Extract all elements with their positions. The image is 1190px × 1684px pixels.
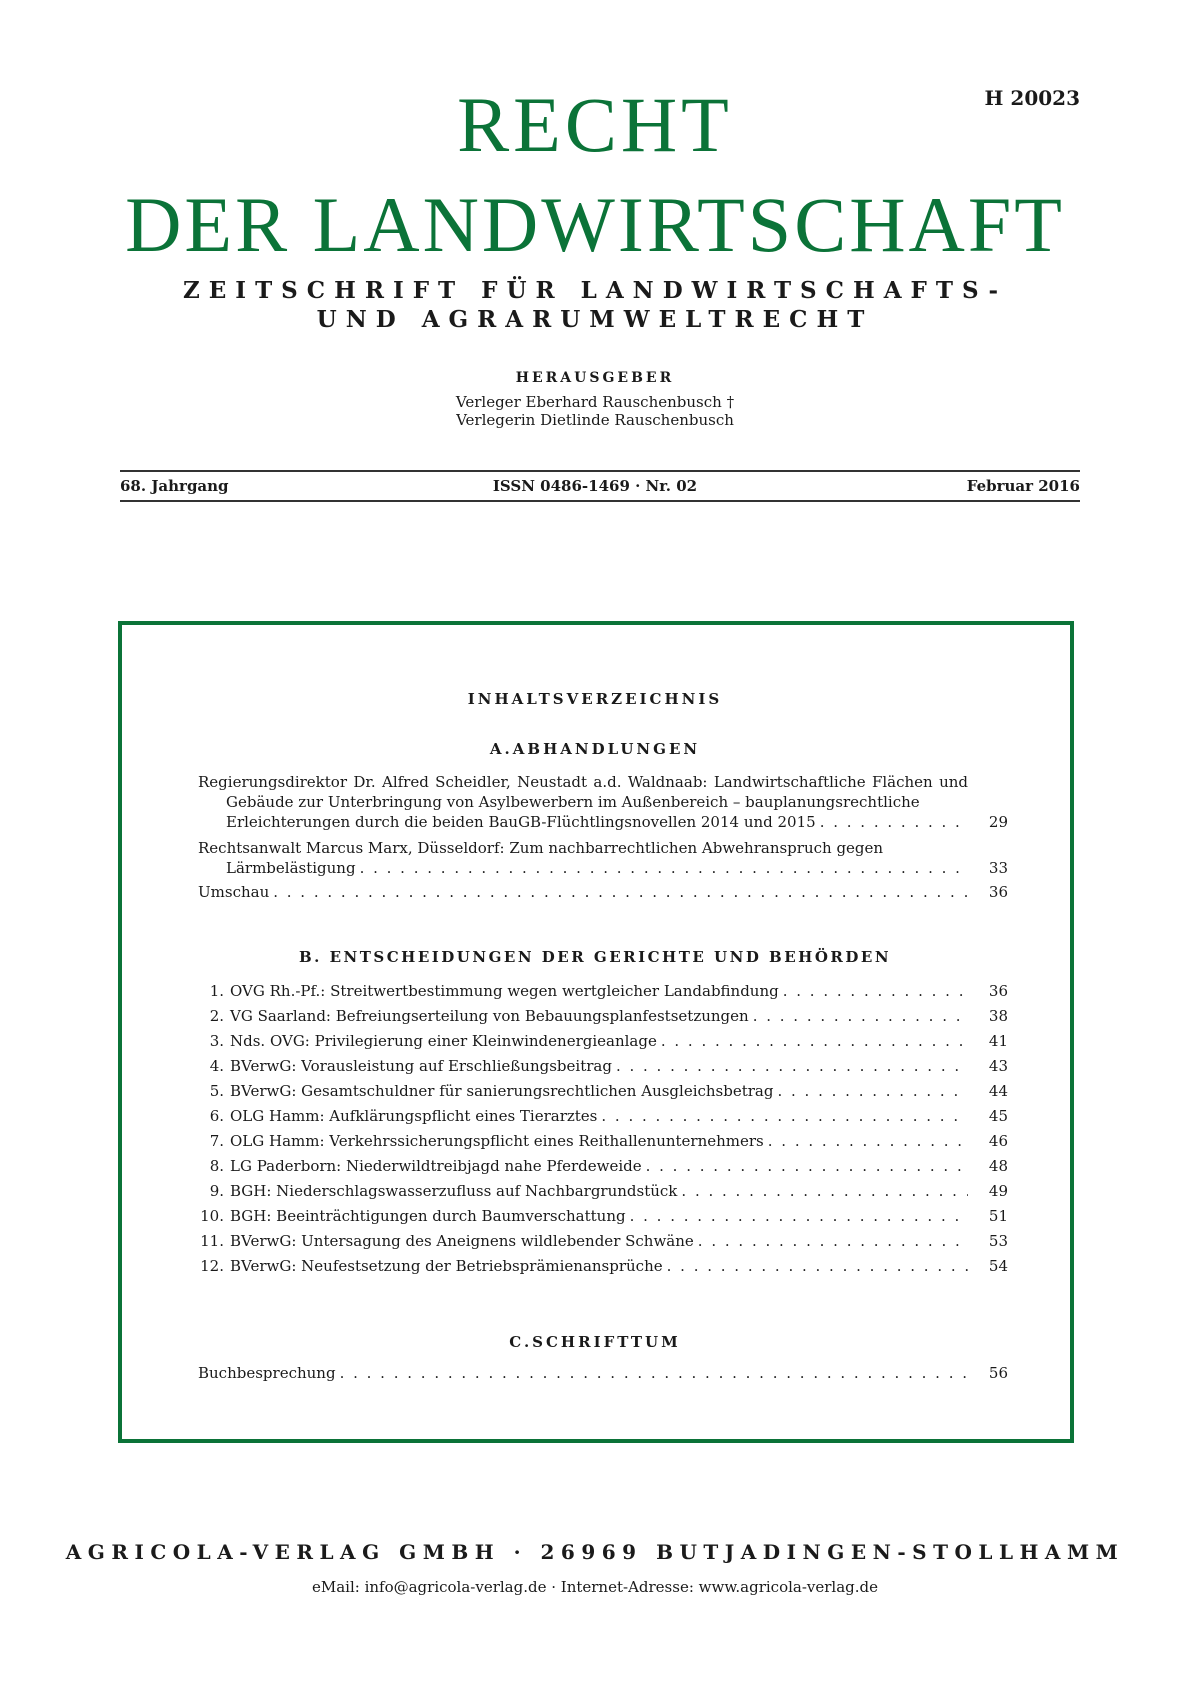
toc-page-number: 46 bbox=[988, 1132, 1008, 1150]
leader-dots bbox=[698, 1231, 968, 1251]
leader-dots bbox=[340, 1363, 968, 1383]
toc-page-number: 38 bbox=[988, 1007, 1008, 1025]
leader-dots bbox=[616, 1056, 968, 1076]
toc-entry-c1[interactable] bbox=[198, 1363, 1008, 1383]
entry-number: 5. bbox=[209, 1082, 224, 1100]
toc-entry-b6[interactable] bbox=[198, 1106, 1008, 1126]
toc-page-number: 29 bbox=[988, 813, 1008, 831]
leader-dots bbox=[681, 1181, 968, 1201]
journal-subtitle-line2: UND AGRARUMWELTRECHT bbox=[316, 306, 874, 333]
toc-page-number: 43 bbox=[988, 1057, 1008, 1075]
leader-dots bbox=[646, 1156, 968, 1176]
section-a-heading: A.ABHANDLUNGEN bbox=[489, 740, 701, 758]
toc-entry-b5[interactable] bbox=[198, 1081, 1008, 1101]
issn-label: ISSN 0486-1469 · Nr. 02 bbox=[492, 477, 698, 495]
toc-entry-text: BVerwG: Vorausleistung auf Erschließungsbeitrag bbox=[230, 1057, 612, 1075]
toc-entry-text: BVerwG: Gesamtschuldner für sanierungsrechtlichen Ausgleichsbetrag bbox=[230, 1082, 774, 1100]
contact-line[interactable]: eMail: info@agricola-verlag.de · Internet-Adresse: www.agricola-verlag.de bbox=[311, 1578, 879, 1596]
leader-dots bbox=[360, 858, 968, 878]
entry-number: 10. bbox=[200, 1207, 224, 1225]
toc-page-number: 45 bbox=[988, 1107, 1008, 1125]
toc-entry-text: Umschau bbox=[198, 883, 270, 901]
toc-entry-text-last: Erleichterungen durch die beiden BauGB-Flüchtlingsnovellen 2014 und 2015 bbox=[226, 813, 816, 831]
toc-entry-b9[interactable] bbox=[198, 1181, 1008, 1201]
entry-number: 12. bbox=[200, 1257, 224, 1275]
toc-entry-text: VG Saarland: Befreiungserteilung von Bebauungsplanfestsetzungen bbox=[230, 1007, 749, 1025]
toc-entry-b12[interactable] bbox=[198, 1256, 1008, 1276]
toc-entry-b1[interactable] bbox=[198, 981, 1008, 1001]
herausgeber-name-1: Verleger Eberhard Rauschenbusch † bbox=[455, 393, 735, 411]
volume-label: 68. Jahrgang bbox=[120, 477, 229, 495]
toc-entry-text: OVG Rh.-Pf.: Streitwertbestimmung wegen wertgleicher Landabfindung bbox=[230, 982, 779, 1000]
toc-entry-b11[interactable] bbox=[198, 1231, 1008, 1251]
entry-number: 3. bbox=[209, 1032, 224, 1050]
divider-bottom bbox=[120, 500, 1080, 502]
toc-entry-text: OLG Hamm: Verkehrssicherungspflicht eines Reithallenunternehmers bbox=[230, 1132, 764, 1150]
journal-title-line2: DER LANDWIRTSCHAFT bbox=[125, 181, 1065, 268]
toc-entry-text: Rechtsanwalt Marcus Marx, Düsseldorf: Zum nachbarrechtlichen Abwehranspruch gegen bbox=[198, 839, 884, 857]
journal-title-line1: RECHT bbox=[457, 81, 733, 168]
toc-entry-b8[interactable] bbox=[198, 1156, 1008, 1176]
entry-number: 4. bbox=[209, 1057, 224, 1075]
toc-entry-text: BGH: Beeinträchtigungen durch Baumverschattung bbox=[230, 1207, 626, 1225]
toc-entry-text: BVerwG: Untersagung des Aneignens wildlebender Schwäne bbox=[230, 1232, 694, 1250]
toc-page-number: 33 bbox=[988, 859, 1008, 877]
toc-entry-text: Nds. OVG: Privilegierung einer Kleinwindenergieanlage bbox=[230, 1032, 657, 1050]
entry-number: 6. bbox=[209, 1107, 224, 1125]
leader-dots bbox=[630, 1206, 968, 1226]
entry-number: 8. bbox=[209, 1157, 224, 1175]
toc-entry-a2[interactable] bbox=[198, 838, 1008, 878]
toc-page-number: 56 bbox=[988, 1364, 1008, 1382]
toc-page-number: 36 bbox=[988, 982, 1008, 1000]
entry-number: 7. bbox=[209, 1132, 224, 1150]
toc-entry-b10[interactable] bbox=[198, 1206, 1008, 1226]
leader-dots bbox=[661, 1031, 968, 1051]
leader-dots bbox=[753, 1006, 968, 1026]
toc-entry-a1[interactable] bbox=[198, 772, 1008, 832]
herausgeber-heading: HERAUSGEBER bbox=[515, 370, 675, 386]
section-b-heading: B. ENTSCHEIDUNGEN DER GERICHTE UND BEHÖRDEN bbox=[298, 948, 892, 966]
toc-page-number: 48 bbox=[988, 1157, 1008, 1175]
leader-dots bbox=[768, 1131, 968, 1151]
toc-entry-b2[interactable] bbox=[198, 1006, 1008, 1026]
leader-dots bbox=[820, 812, 968, 832]
toc-page-number: 51 bbox=[988, 1207, 1008, 1225]
issue-code: H 20023 bbox=[984, 86, 1080, 110]
herausgeber-name-2: Verlegerin Dietlinde Rauschenbusch bbox=[456, 411, 734, 429]
section-c-heading: C.SCHRIFTTUM bbox=[509, 1333, 681, 1351]
issue-date: Februar 2016 bbox=[966, 477, 1080, 495]
entry-number: 1. bbox=[209, 982, 224, 1000]
entry-number: 11. bbox=[200, 1232, 224, 1250]
toc-entry-text: Buchbesprechung bbox=[198, 1364, 336, 1382]
toc-entry-text: OLG Hamm: Aufklärungspflicht eines Tierarztes bbox=[230, 1107, 598, 1125]
toc-entry-b3[interactable] bbox=[198, 1031, 1008, 1051]
toc-entry-b7[interactable] bbox=[198, 1131, 1008, 1151]
toc-page-number: 41 bbox=[988, 1032, 1008, 1050]
entry-number: 2. bbox=[209, 1007, 224, 1025]
toc-entry-text: BGH: Niederschlagswasserzufluss auf Nachbargrundstück bbox=[230, 1182, 678, 1200]
toc-page-number: 36 bbox=[988, 883, 1008, 901]
toc-page-number: 54 bbox=[988, 1257, 1008, 1275]
journal-subtitle-line1: ZEITSCHRIFT FÜR LANDWIRTSCHAFTS- bbox=[182, 277, 1007, 304]
divider-top bbox=[120, 470, 1080, 472]
toc-heading: INHALTSVERZEICHNIS bbox=[467, 690, 723, 708]
entry-number: 9. bbox=[209, 1182, 224, 1200]
toc-entry-text: LG Paderborn: Niederwildtreibjagd nahe Pferdeweide bbox=[230, 1157, 642, 1175]
toc-entry-text-last: Lärmbelästigung bbox=[226, 859, 356, 877]
leader-dots bbox=[777, 1081, 968, 1101]
publisher-line: AGRICOLA-VERLAG GMBH · 26969 BUTJADINGEN-STOLLHAMM bbox=[65, 1540, 1125, 1564]
toc-page-number: 49 bbox=[988, 1182, 1008, 1200]
toc-entry-text: BVerwG: Neufestsetzung der Betriebsprämienansprüche bbox=[230, 1257, 663, 1275]
toc-page-number: 53 bbox=[988, 1232, 1008, 1250]
toc-entry-a3[interactable] bbox=[198, 882, 1008, 902]
toc-page-number: 44 bbox=[988, 1082, 1008, 1100]
leader-dots bbox=[601, 1106, 968, 1126]
leader-dots bbox=[783, 981, 968, 1001]
leader-dots bbox=[667, 1256, 968, 1276]
leader-dots bbox=[273, 882, 968, 902]
toc-entry-b4[interactable] bbox=[198, 1056, 1008, 1076]
toc-entry-text: Regierungsdirektor Dr. Alfred Scheidler, Neustadt a.d. Waldnaab: Landwirtschaftliche Flächen und Gebäude zur Unterbringung von Asylbewerbern im Außenbereich – bauplanungsrechtliche bbox=[198, 773, 968, 811]
